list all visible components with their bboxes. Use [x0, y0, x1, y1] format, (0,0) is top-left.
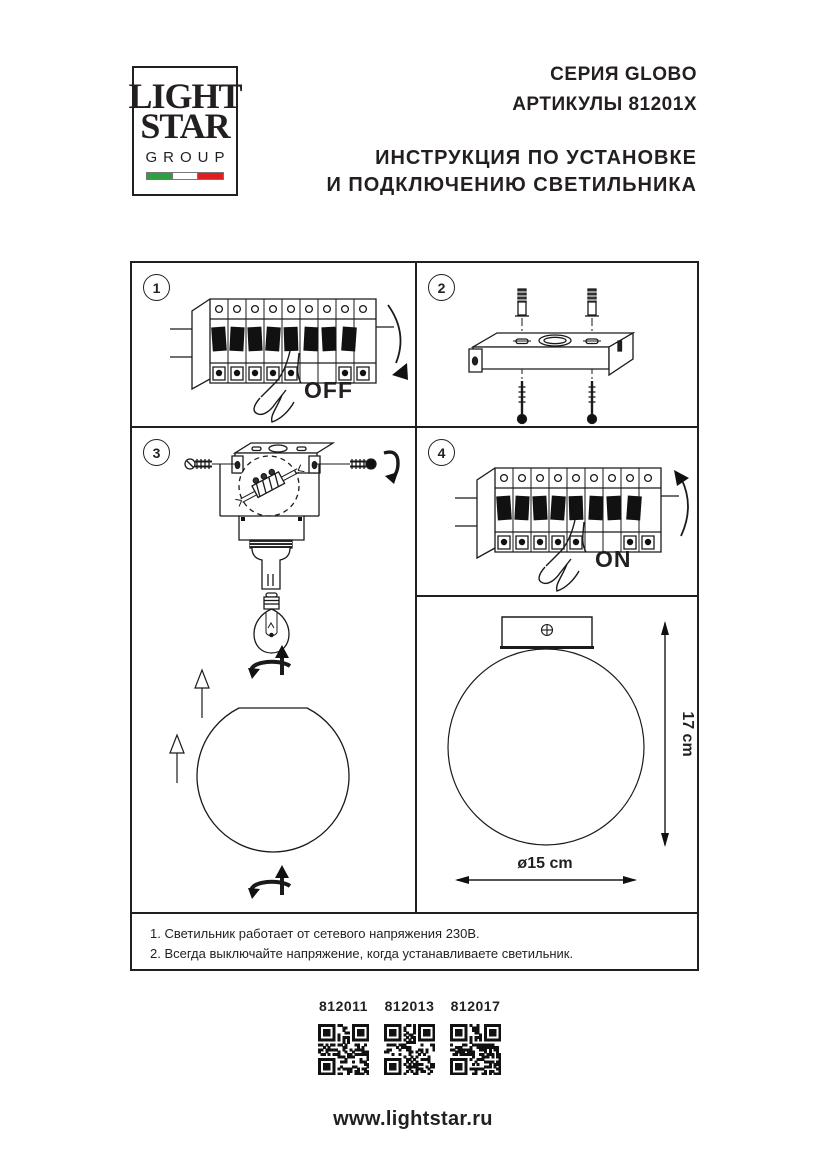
step-number-3: 3 — [143, 439, 170, 466]
height-dimension — [661, 621, 696, 847]
screw-icon — [317, 459, 376, 469]
logo-word-group: GROUP — [145, 148, 231, 166]
instruction-title-line1: ИНСТРУКЦИЯ ПО УСТАНОВКЕ — [375, 146, 697, 169]
diameter-dimension — [455, 855, 637, 884]
on-label: ON — [595, 546, 632, 572]
step-panel-3 — [132, 428, 415, 912]
instruction-grid — [130, 261, 699, 971]
screw-head-icon — [542, 625, 553, 636]
article-number: 812013 — [384, 998, 435, 1014]
off-label: OFF — [304, 377, 353, 403]
lamp-dimensions-illustration — [417, 597, 697, 912]
globe-shade — [197, 708, 349, 852]
lamp-dimensions-panel — [417, 597, 697, 912]
wall-plug-icon — [585, 289, 599, 316]
qr-item — [318, 998, 369, 1075]
breaker-on-illustration — [449, 446, 699, 598]
document-header — [326, 60, 697, 199]
safety-notes — [132, 912, 697, 969]
article-number: 812017 — [450, 998, 501, 1014]
instruction-title-line2: И ПОДКЛЮЧЕНИЮ СВЕТИЛЬНИКА — [326, 173, 697, 196]
logo-word-light: LIGHT — [128, 76, 242, 117]
note-2: 2. Всегда выключайте напряжение, когда устанавливаете светильник. — [150, 946, 574, 962]
step-number-4: 4 — [428, 439, 455, 466]
globe-shade — [448, 649, 644, 845]
article-qr-codes — [318, 998, 501, 1075]
screw-icon — [185, 459, 235, 469]
step-number-1: 1 — [143, 274, 170, 301]
rotate-icon — [384, 452, 398, 484]
logo-word-star: STAR — [140, 106, 230, 146]
qr-code — [450, 1024, 501, 1075]
articles-title: АРТИКУЛЫ 81201X — [512, 94, 697, 116]
flag-red-segment — [197, 173, 223, 179]
arrow-down-curved-icon — [388, 305, 408, 380]
screw-icon — [588, 381, 597, 424]
qr-item — [384, 998, 435, 1075]
article-number: 812011 — [319, 998, 368, 1014]
qr-item — [450, 998, 501, 1075]
bracket-mounting-illustration — [417, 263, 697, 426]
rotate-icon — [248, 865, 290, 899]
note-1: 1. Светильник работает от сетевого напряжения 230В. — [150, 926, 480, 941]
screw-icon — [518, 381, 527, 424]
ceiling-bracket — [469, 333, 633, 375]
qr-code — [384, 1024, 435, 1075]
breaker-off-illustration — [164, 277, 414, 425]
arrow-up-curved-icon — [674, 470, 689, 536]
lamp-assembly-illustration — [132, 428, 415, 912]
step-panel-1 — [132, 263, 415, 426]
website-url: www.lightstar.ru — [333, 1108, 493, 1130]
wall-plug-icon — [515, 289, 529, 316]
italian-flag-stripe — [146, 172, 224, 180]
step-panel-2 — [417, 263, 697, 426]
flag-green-segment — [147, 173, 173, 179]
series-title: СЕРИЯ GLOBO — [550, 64, 697, 85]
arrow-up-icon — [170, 735, 184, 783]
step-number-2: 2 — [428, 274, 455, 301]
height-dimension-label: 17 cm — [679, 711, 696, 757]
step-panel-4 — [417, 428, 697, 595]
flag-white-segment — [173, 173, 198, 179]
bulb-icon — [254, 593, 289, 653]
diameter-dimension-label: ø15 cm — [517, 855, 573, 872]
arrow-up-icon — [195, 670, 209, 718]
lightstar-logo — [128, 66, 242, 196]
qr-code — [318, 1024, 369, 1075]
